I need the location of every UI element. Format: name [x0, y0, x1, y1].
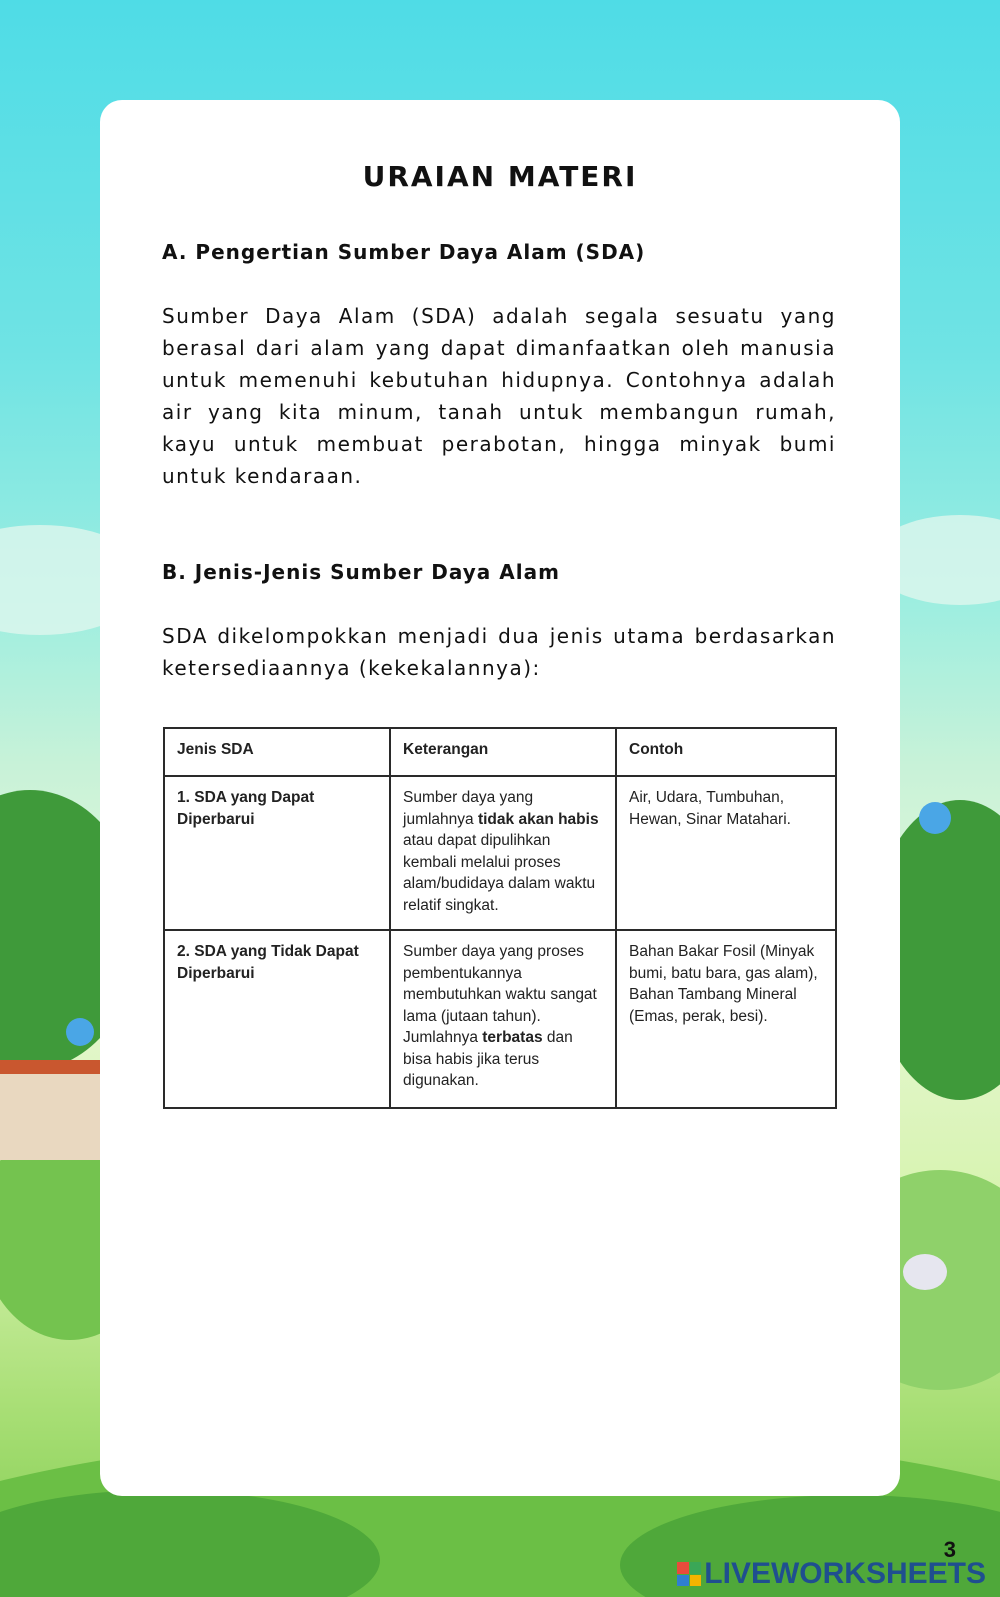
table-cell-keterangan: Sumber daya yang proses pembentukannya membutuhkan waktu sangat lama (jutaan tahun). Jumlahnya terbatas dan bisa habis jika terus digunakan.	[390, 930, 616, 1108]
page-number: 3	[943, 1537, 956, 1562]
section-a-heading: A. Pengertian Sumber Daya Alam (SDA)	[162, 240, 646, 264]
table-header-jenis: Jenis SDA	[164, 728, 390, 776]
house-left	[0, 1070, 100, 1160]
liveworksheets-logo[interactable]	[677, 1557, 986, 1591]
section-b-heading: B. Jenis-Jenis Sumber Daya Alam	[162, 560, 560, 584]
rabbit-icon	[903, 1254, 947, 1290]
bird-icon	[919, 802, 951, 834]
liveworksheets-logo-icon	[677, 1562, 701, 1586]
section-a-paragraph: Sumber Daya Alam (SDA) adalah segala sesuatu yang berasal dari alam yang dapat dimanfaatkan oleh manusia untuk memenuhi kebutuhan hidupnya. Contohnya adalah air yang kita minum, tanah untuk membangun rumah, kayu untuk membuat perabotan, hingga minyak bumi untuk kendaraan.	[162, 304, 836, 488]
table-row	[164, 776, 836, 930]
table-cell-contoh: Bahan Bakar Fosil (Minyak bumi, batu bara, gas alam), Bahan Tambang Mineral (Emas, perak, besi).	[616, 930, 836, 1108]
section-b-paragraph: SDA dikelompokkan menjadi dua jenis utama berdasarkan ketersediaannya (kekekalannya):	[162, 624, 836, 680]
brand-name: LIVEWORKSHEETS	[704, 1557, 986, 1590]
page-title: URAIAN MATERI	[362, 160, 638, 193]
table-cell-jenis: 2. SDA yang Tidak Dapat Diperbarui	[164, 930, 390, 1108]
table-header-keterangan: Keterangan	[390, 728, 616, 776]
bird-icon-left	[66, 1018, 94, 1046]
table-cell-contoh: Air, Udara, Tumbuhan, Hewan, Sinar Matahari.	[616, 776, 836, 930]
table-row	[164, 930, 836, 1108]
table-cell-keterangan: Sumber daya yang jumlahnya tidak akan habis atau dapat dipulihkan kembali melalui proses alam/budidaya dalam waktu relatif singkat.	[390, 776, 616, 930]
table-header-contoh: Contoh	[616, 728, 836, 776]
table-header-row	[164, 728, 836, 776]
table-cell-jenis: 1. SDA yang Dapat Diperbarui	[164, 776, 390, 930]
sda-table	[163, 727, 837, 1109]
